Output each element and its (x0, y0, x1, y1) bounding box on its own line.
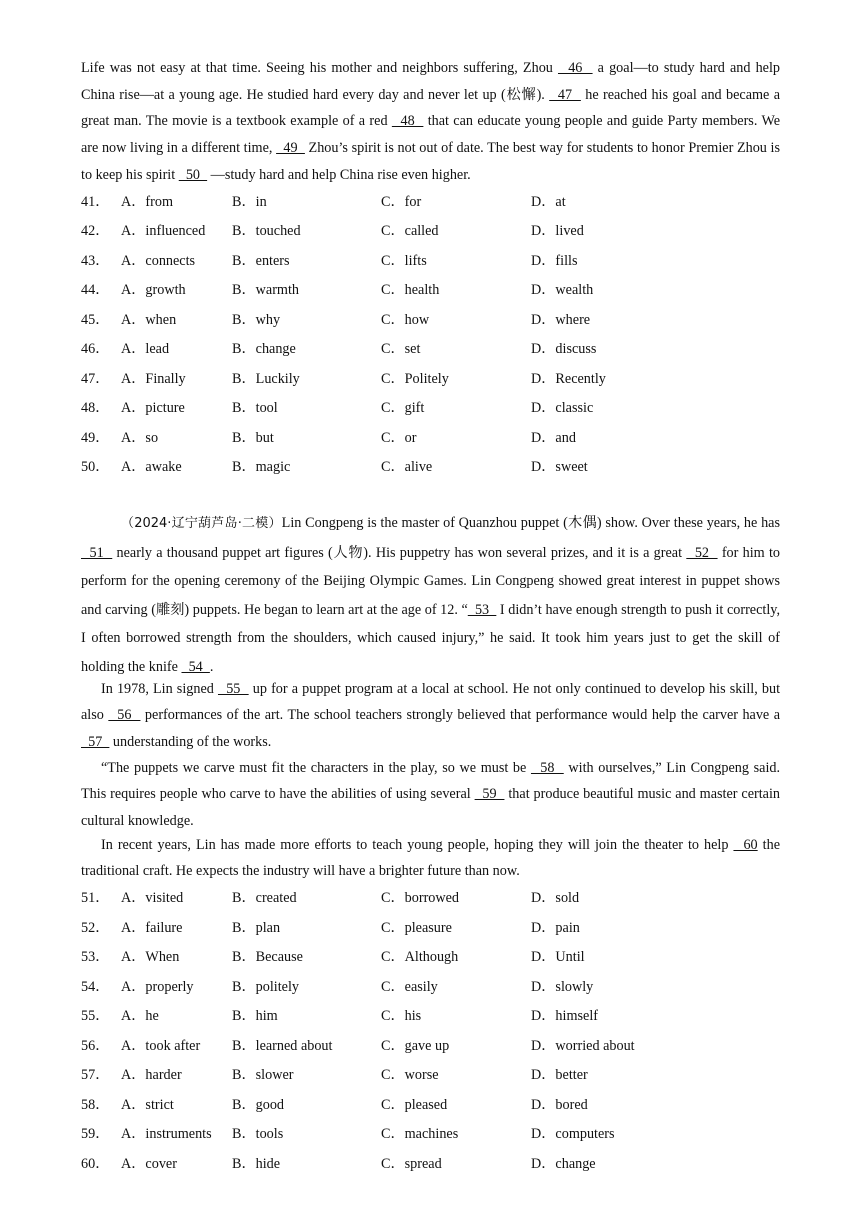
option-d: D．better (531, 1067, 588, 1083)
option-d: D．classic (531, 400, 594, 416)
passage-text: Lin Congpeng is the master of Quanzhou puppet (木偶) show. Over these years, he has (281, 515, 780, 531)
question-row (81, 220, 780, 242)
option-c: C．Although (381, 949, 459, 965)
option-a: A．influenced (121, 223, 206, 239)
option-d: D．worried about (531, 1038, 635, 1054)
question-number: 57． (81, 1067, 110, 1083)
option-c: C．gift (381, 400, 425, 416)
option-c: C．set (381, 341, 421, 357)
question-row (81, 1094, 780, 1116)
blank-51: 51 (81, 544, 113, 561)
option-c: C．alive (381, 459, 433, 475)
option-d: D．discuss (531, 341, 597, 357)
passage-text: he reached his goal and became a great man. The movie is a textbook example of a red (81, 86, 780, 130)
question-number: 60． (81, 1156, 110, 1172)
option-b: B．Luckily (232, 371, 300, 387)
option-b: B．but (232, 430, 274, 446)
option-d: D．change (531, 1156, 596, 1172)
passage-text: performances of the art. The school teachers strongly believed that performance would help the carver have a (140, 707, 781, 724)
question-number: 58． (81, 1097, 110, 1113)
question-row (81, 976, 780, 998)
option-a: A．failure (121, 920, 183, 936)
blank-49: 49 (276, 140, 305, 157)
question-number: 53． (81, 949, 110, 965)
question-row (81, 1005, 780, 1027)
option-a: A．cover (121, 1156, 177, 1172)
question-row (81, 887, 780, 909)
blank-57: 57 (81, 733, 110, 750)
option-a: A．picture (121, 400, 185, 416)
question-number: 47． (81, 371, 110, 387)
option-d: D．Until (531, 949, 585, 965)
question-row (81, 191, 780, 213)
option-a: A．when (121, 312, 177, 328)
option-a: A．from (121, 194, 174, 210)
option-d: D．sold (531, 890, 580, 906)
blank-47: 47 (549, 86, 581, 103)
source-label: （2024·辽宁葫芦岛·二模） (121, 516, 282, 531)
passage-text: with ourselves,” Lin Congpeng said. This requires people who carve to have the abilities of using several (81, 760, 781, 803)
passage-1-paragraph (81, 55, 780, 189)
question-row (81, 1035, 780, 1057)
option-a: A．Finally (121, 371, 186, 387)
question-number: 55． (81, 1008, 110, 1024)
blank-58: 58 (530, 760, 564, 776)
option-c: C．worse (381, 1067, 439, 1083)
option-c: C．borrowed (381, 890, 460, 906)
question-row (81, 368, 780, 390)
question-number: 43． (81, 253, 110, 269)
passage-text: for him to perform for the opening ceremony of the Beijing Olympic Games. Lin Congpeng showed great interest in puppet shows and carving (雕刻) puppets. He began to learn art at the age of 12. “ (81, 544, 781, 618)
option-b: B．politely (232, 979, 299, 995)
option-c: C．how (381, 312, 430, 328)
option-c: C．easily (381, 979, 438, 995)
option-c: C．pleased (381, 1097, 448, 1113)
passage-text: —study hard and help China rise even higher. (207, 166, 471, 183)
option-a: A．connects (121, 253, 196, 269)
option-d: D．bored (531, 1097, 588, 1113)
option-b: B．plan (232, 920, 281, 936)
question-number: 45． (81, 312, 110, 328)
option-c: C．health (381, 282, 440, 298)
option-d: D．himself (531, 1008, 598, 1024)
question-number: 59． (81, 1126, 110, 1142)
question-number: 41． (81, 194, 110, 210)
option-c: C．for (381, 194, 422, 210)
passage-2-paragraph-1 (81, 509, 780, 682)
question-row (81, 397, 780, 419)
option-a: A．visited (121, 890, 184, 906)
blank-46: 46 (557, 60, 593, 76)
option-c: C．Politely (381, 371, 449, 387)
option-b: B．good (232, 1097, 285, 1113)
blank-54: 54 (181, 658, 210, 675)
passage-text: “The puppets we carve must fit the characters in the play, so we must be (101, 760, 531, 776)
question-row (81, 1123, 780, 1145)
option-d: D．and (531, 430, 576, 446)
option-a: A．When (121, 949, 180, 965)
passage-text: that produce beautiful music and master certain cultural knowledge. (81, 786, 781, 829)
option-a: A．instruments (121, 1126, 212, 1142)
passage-text: . (209, 658, 214, 675)
option-d: D．computers (531, 1126, 615, 1142)
question-number: 48． (81, 400, 110, 416)
blank-59: 59 (474, 786, 505, 803)
option-b: B．change (232, 341, 296, 357)
blank-53: 53 (467, 601, 497, 618)
option-b: B．hide (232, 1156, 281, 1172)
question-row (81, 338, 780, 360)
option-a: A．harder (121, 1067, 182, 1083)
passage-text: understanding of the works. (109, 733, 272, 750)
question-number: 52． (81, 920, 110, 936)
option-b: B．touched (232, 223, 301, 239)
option-c: C．lifts (381, 253, 427, 269)
option-a: A．took after (121, 1038, 201, 1054)
passage-text: the traditional craft. He expects the industry will have a brighter future than now. (81, 837, 780, 880)
passage-text: a goal—to study hard and help China rise—at a young age. He studied hard every day and never let up (松懈). (81, 60, 780, 103)
option-d: D．fills (531, 253, 578, 269)
question-number: 56． (81, 1038, 110, 1054)
passage-2-paragraph-2 (81, 676, 780, 755)
option-d: D．where (531, 312, 591, 328)
option-c: C．his (381, 1008, 422, 1024)
option-c: C．spread (381, 1156, 442, 1172)
option-a: A．awake (121, 459, 182, 475)
option-a: A．strict (121, 1097, 174, 1113)
passage-text: In recent years, Lin has made more efforts to teach young people, hoping they will join the theater to help (101, 837, 734, 853)
option-b: B．magic (232, 459, 291, 475)
question-row (81, 1153, 780, 1175)
blank-56: 56 (108, 707, 141, 724)
question-number: 46． (81, 341, 110, 357)
option-a: A．growth (121, 282, 186, 298)
option-b: B．tool (232, 400, 278, 416)
option-a: A．he (121, 1008, 159, 1024)
passage-text: Life was not easy at that time. Seeing his mother and neighbors suffering, Zhou (81, 60, 558, 76)
option-a: A．lead (121, 341, 170, 357)
passage-text: I didn’t have enough strength to push it correctly, I often borrowed strength from the shoulders, which caused injury,” he said. It took him years just to get the skill of holding the knife (81, 601, 780, 675)
option-a: A．properly (121, 979, 194, 995)
option-b: B．enters (232, 253, 290, 269)
question-number: 51． (81, 890, 110, 906)
question-number: 42． (81, 223, 110, 239)
passage-text: Zhou’s spirit is not out of date. The best way for students to honor Premier Zhou is to keep his spirit (81, 140, 781, 183)
option-d: D．wealth (531, 282, 594, 298)
question-row (81, 946, 780, 968)
option-b: B．slower (232, 1067, 294, 1083)
blank-55: 55 (217, 681, 249, 697)
blank-52: 52 (686, 544, 718, 561)
option-d: D．at (531, 194, 566, 210)
option-b: B．him (232, 1008, 278, 1024)
option-b: B．tools (232, 1126, 284, 1142)
blank-48: 48 (391, 113, 424, 130)
option-d: D．Recently (531, 371, 606, 387)
blank-60: 60 (733, 837, 758, 853)
passage-text: that can educate young people and guide Party members. We are now living in a different time, (81, 113, 780, 157)
option-b: B．in (232, 194, 267, 210)
option-b: B．created (232, 890, 297, 906)
passage-text: In 1978, Lin signed (101, 681, 218, 697)
option-c: C．pleasure (381, 920, 452, 936)
option-d: D．slowly (531, 979, 594, 995)
option-c: C．gave up (381, 1038, 450, 1054)
question-number: 49． (81, 430, 110, 446)
option-d: D．pain (531, 920, 580, 936)
option-a: A．so (121, 430, 159, 446)
option-b: B．learned about (232, 1038, 333, 1054)
question-row (81, 917, 780, 939)
question-row (81, 427, 780, 449)
option-c: C．machines (381, 1126, 459, 1142)
question-number: 54． (81, 979, 110, 995)
passage-text: nearly a thousand puppet art figures (人物). His puppetry has won several prizes, and it is a great (112, 544, 687, 561)
question-number: 44． (81, 282, 110, 298)
question-row (81, 279, 780, 301)
option-d: D．lived (531, 223, 584, 239)
option-d: D．sweet (531, 459, 588, 475)
option-b: B．Because (232, 949, 303, 965)
question-number: 50． (81, 459, 110, 475)
question-row (81, 250, 780, 272)
question-row (81, 309, 780, 331)
blank-50: 50 (178, 166, 208, 183)
question-row (81, 1064, 780, 1086)
option-c: C．or (381, 430, 417, 446)
passage-2-paragraph-4 (81, 832, 780, 885)
option-c: C．called (381, 223, 439, 239)
option-b: B．warmth (232, 282, 299, 298)
passage-text: up for a puppet program at a local at school. He not only continued to develop his skill, but also (81, 681, 781, 724)
option-b: B．why (232, 312, 281, 328)
passage-2-paragraph-3 (81, 755, 780, 834)
question-row (81, 456, 780, 478)
